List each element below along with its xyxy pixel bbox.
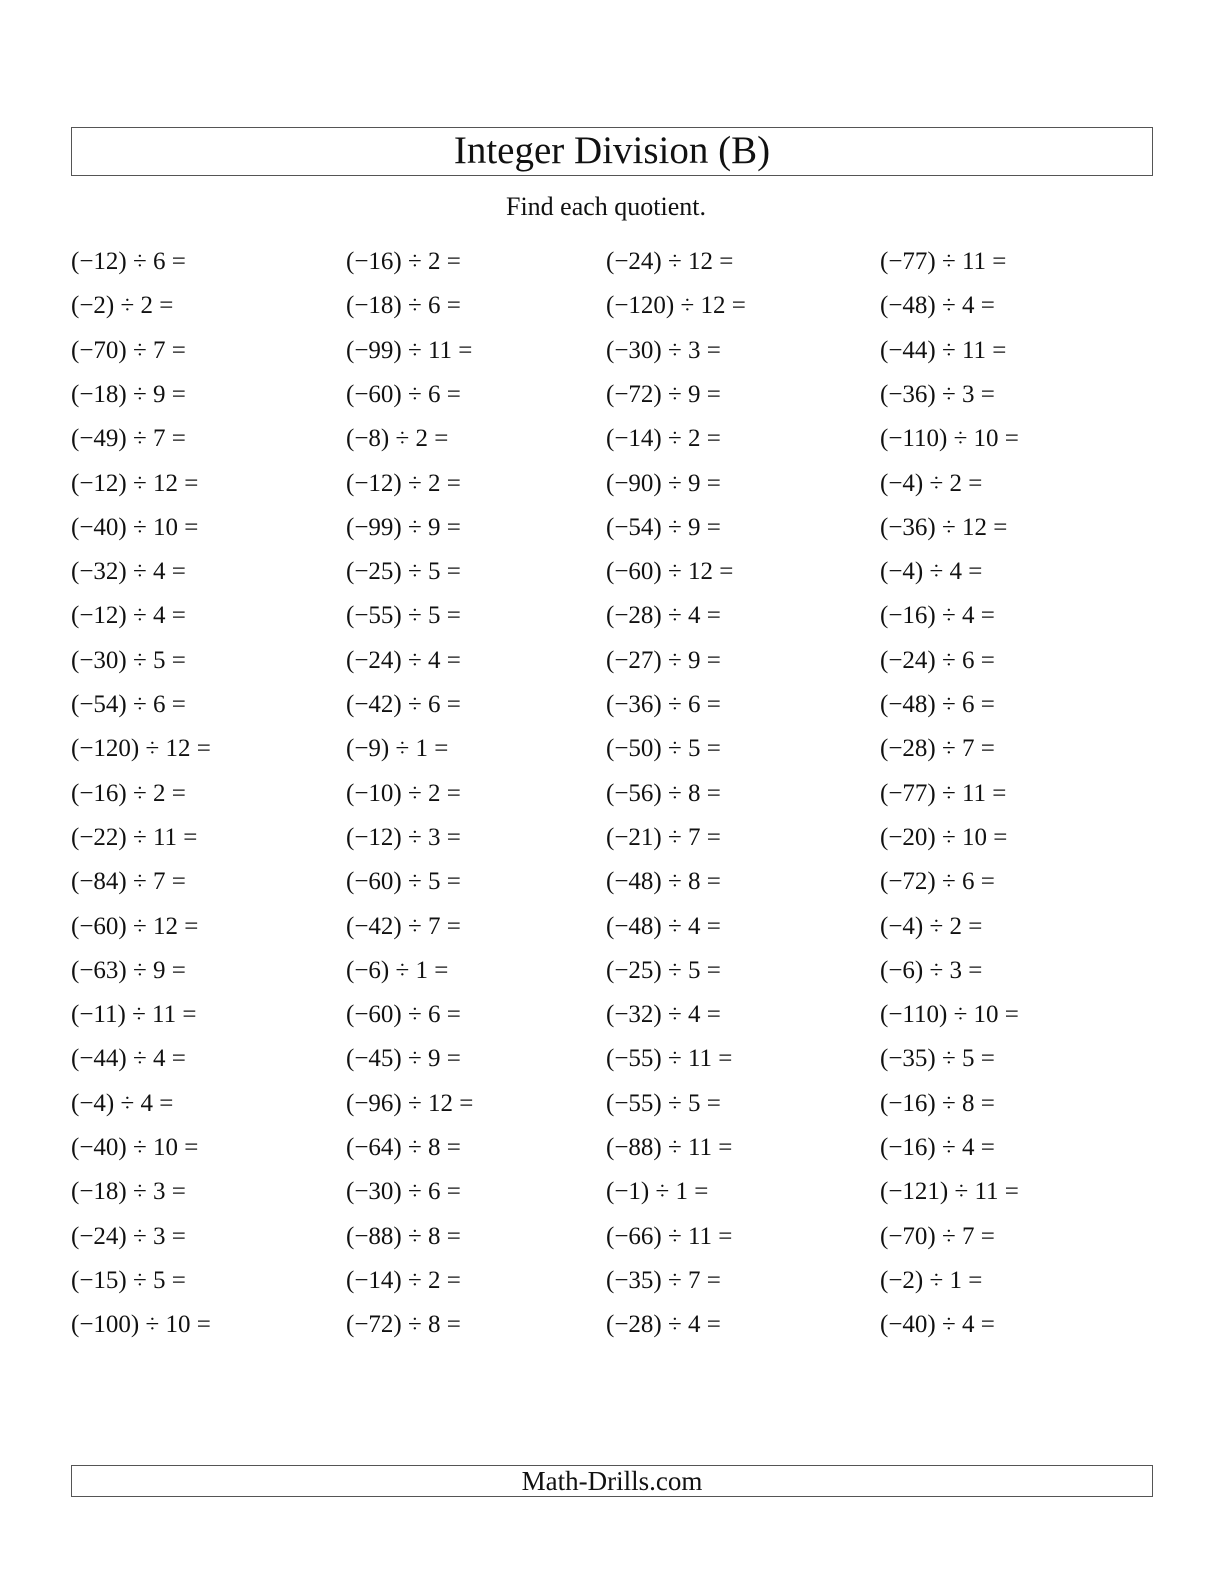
problem-item: (−120) ÷ 12 = bbox=[606, 292, 746, 320]
problem-item: (−99) ÷ 9 = bbox=[346, 513, 461, 541]
problem-item: (−8) ÷ 2 = bbox=[346, 425, 449, 453]
problem-item: (−84) ÷ 7 = bbox=[71, 868, 186, 896]
problem-item: (−16) ÷ 4 = bbox=[880, 602, 995, 630]
problem-item: (−66) ÷ 11 = bbox=[606, 1222, 733, 1250]
footer-box bbox=[71, 1465, 1153, 1497]
worksheet-title-box bbox=[71, 127, 1153, 176]
problem-item: (−44) ÷ 4 = bbox=[71, 1045, 186, 1073]
problem-item: (−20) ÷ 10 = bbox=[880, 823, 1008, 851]
problem-item: (−100) ÷ 10 = bbox=[71, 1311, 211, 1339]
problem-item: (−12) ÷ 4 = bbox=[71, 602, 186, 630]
problem-item: (−12) ÷ 2 = bbox=[346, 469, 461, 497]
problem-item: (−4) ÷ 2 = bbox=[880, 469, 983, 497]
problem-item: (−28) ÷ 7 = bbox=[880, 735, 995, 763]
problem-item: (−30) ÷ 3 = bbox=[606, 336, 721, 364]
problem-item: (−120) ÷ 12 = bbox=[71, 735, 211, 763]
problem-item: (−22) ÷ 11 = bbox=[71, 823, 198, 851]
problem-item: (−63) ÷ 9 = bbox=[71, 956, 186, 984]
problem-item: (−60) ÷ 12 = bbox=[606, 558, 734, 586]
problem-item: (−4) ÷ 2 = bbox=[880, 912, 983, 940]
problem-item: (−77) ÷ 11 = bbox=[880, 779, 1007, 807]
problem-item: (−1) ÷ 1 = bbox=[606, 1178, 709, 1206]
problem-item: (−11) ÷ 11 = bbox=[71, 1001, 197, 1029]
problem-item: (−35) ÷ 5 = bbox=[880, 1045, 995, 1073]
problem-item: (−96) ÷ 12 = bbox=[346, 1089, 474, 1117]
problem-item: (−27) ÷ 9 = bbox=[606, 646, 721, 674]
problem-item: (−110) ÷ 10 = bbox=[880, 1001, 1019, 1029]
problem-item: (−28) ÷ 4 = bbox=[606, 602, 721, 630]
problem-item: (−55) ÷ 5 = bbox=[606, 1089, 721, 1117]
problem-item: (−40) ÷ 10 = bbox=[71, 1134, 199, 1161]
problem-item: (−48) ÷ 4 = bbox=[606, 912, 721, 940]
problem-item: (−60) ÷ 5 = bbox=[346, 868, 461, 896]
problem-item: (−2) ÷ 1 = bbox=[880, 1266, 983, 1294]
problem-item: (−64) ÷ 8 = bbox=[346, 1134, 461, 1161]
problem-item: (−40) ÷ 4 = bbox=[880, 1311, 995, 1339]
problem-item: (−72) ÷ 9 = bbox=[606, 380, 721, 408]
worksheet-instructions: Find each quotient. bbox=[505, 192, 706, 221]
problem-item: (−40) ÷ 10 = bbox=[71, 513, 199, 541]
problem-item: (−32) ÷ 4 = bbox=[71, 558, 186, 586]
problem-item: (−45) ÷ 9 = bbox=[346, 1045, 461, 1073]
problem-item: (−55) ÷ 5 = bbox=[346, 602, 461, 630]
problem-item: (−18) ÷ 3 = bbox=[71, 1178, 186, 1206]
problem-item: (−25) ÷ 5 = bbox=[346, 558, 461, 586]
problem-item: (−54) ÷ 9 = bbox=[606, 513, 721, 541]
problem-item: (−55) ÷ 11 = bbox=[606, 1045, 733, 1073]
problem-item: (−12) ÷ 12 = bbox=[71, 469, 199, 497]
problem-item: (−9) ÷ 1 = bbox=[346, 735, 449, 763]
problem-item: (−42) ÷ 6 = bbox=[346, 691, 461, 718]
problem-item: (−36) ÷ 6 = bbox=[606, 691, 721, 718]
problem-item: (−10) ÷ 2 = bbox=[346, 779, 461, 807]
worksheet-title: Integer Division (B) bbox=[453, 129, 771, 172]
problem-item: (−48) ÷ 8 = bbox=[606, 868, 721, 896]
problem-item: (−72) ÷ 8 = bbox=[346, 1311, 461, 1339]
problem-item: (−16) ÷ 2 = bbox=[346, 248, 461, 275]
problem-item: (−16) ÷ 4 = bbox=[880, 1134, 995, 1161]
problem-item: (−70) ÷ 7 = bbox=[880, 1222, 995, 1250]
problem-item: (−28) ÷ 4 = bbox=[606, 1311, 721, 1339]
problem-item: (−6) ÷ 1 = bbox=[346, 956, 449, 984]
problem-item: (−16) ÷ 2 = bbox=[71, 779, 186, 807]
problem-item: (−30) ÷ 5 = bbox=[71, 646, 186, 674]
problem-item: (−4) ÷ 4 = bbox=[71, 1089, 174, 1117]
problem-item: (−30) ÷ 6 = bbox=[346, 1178, 461, 1206]
problem-item: (−21) ÷ 7 = bbox=[606, 823, 721, 851]
problem-item: (−49) ÷ 7 = bbox=[71, 425, 186, 453]
problem-item: (−24) ÷ 3 = bbox=[71, 1222, 186, 1250]
problem-item: (−99) ÷ 11 = bbox=[346, 336, 473, 364]
problem-item: (−88) ÷ 11 = bbox=[606, 1134, 733, 1161]
problem-item: (−50) ÷ 5 = bbox=[606, 735, 721, 763]
problem-item: (−35) ÷ 7 = bbox=[606, 1266, 721, 1294]
problem-item: (−18) ÷ 6 = bbox=[346, 292, 461, 320]
problem-item: (−24) ÷ 4 = bbox=[346, 646, 461, 674]
problem-item: (−14) ÷ 2 = bbox=[346, 1266, 461, 1294]
problem-item: (−24) ÷ 6 = bbox=[880, 646, 995, 674]
problem-item: (−36) ÷ 12 = bbox=[880, 513, 1008, 541]
problem-item: (−60) ÷ 6 = bbox=[346, 1001, 461, 1029]
problem-item: (−25) ÷ 5 = bbox=[606, 956, 721, 984]
problem-item: (−121) ÷ 11 = bbox=[880, 1178, 1019, 1206]
problem-item: (−48) ÷ 4 = bbox=[880, 292, 995, 320]
problem-item: (−72) ÷ 6 = bbox=[880, 868, 995, 896]
problem-item: (−32) ÷ 4 = bbox=[606, 1001, 721, 1029]
problem-item: (−36) ÷ 3 = bbox=[880, 380, 995, 408]
problem-item: (−60) ÷ 12 = bbox=[71, 912, 199, 940]
problem-item: (−77) ÷ 11 = bbox=[880, 248, 1007, 275]
problem-item: (−14) ÷ 2 = bbox=[606, 425, 721, 453]
problem-item: (−42) ÷ 7 = bbox=[346, 912, 461, 940]
problem-item: (−15) ÷ 5 = bbox=[71, 1266, 186, 1294]
problem-item: (−6) ÷ 3 = bbox=[880, 956, 983, 984]
problem-item: (−70) ÷ 7 = bbox=[71, 336, 186, 364]
problem-item: (−18) ÷ 9 = bbox=[71, 380, 186, 408]
problem-item: (−24) ÷ 12 = bbox=[606, 248, 734, 275]
problem-item: (−12) ÷ 3 = bbox=[346, 823, 461, 851]
problem-item: (−2) ÷ 2 = bbox=[71, 292, 174, 320]
problem-item: (−90) ÷ 9 = bbox=[606, 469, 721, 497]
problem-item: (−12) ÷ 6 = bbox=[71, 248, 186, 275]
problem-item: (−16) ÷ 8 = bbox=[880, 1089, 995, 1117]
problem-item: (−4) ÷ 4 = bbox=[880, 558, 983, 586]
problem-item: (−60) ÷ 6 = bbox=[346, 380, 461, 408]
problem-item: (−56) ÷ 8 = bbox=[606, 779, 721, 807]
problem-item: (−110) ÷ 10 = bbox=[880, 425, 1019, 453]
problem-item: (−88) ÷ 8 = bbox=[346, 1222, 461, 1250]
problem-item: (−44) ÷ 11 = bbox=[880, 336, 1007, 364]
problem-item: (−54) ÷ 6 = bbox=[71, 691, 186, 718]
footer-site-name: Math-Drills.com bbox=[521, 1466, 703, 1496]
problems-grid bbox=[71, 246, 1161, 1356]
problem-item: (−48) ÷ 6 = bbox=[880, 691, 995, 718]
